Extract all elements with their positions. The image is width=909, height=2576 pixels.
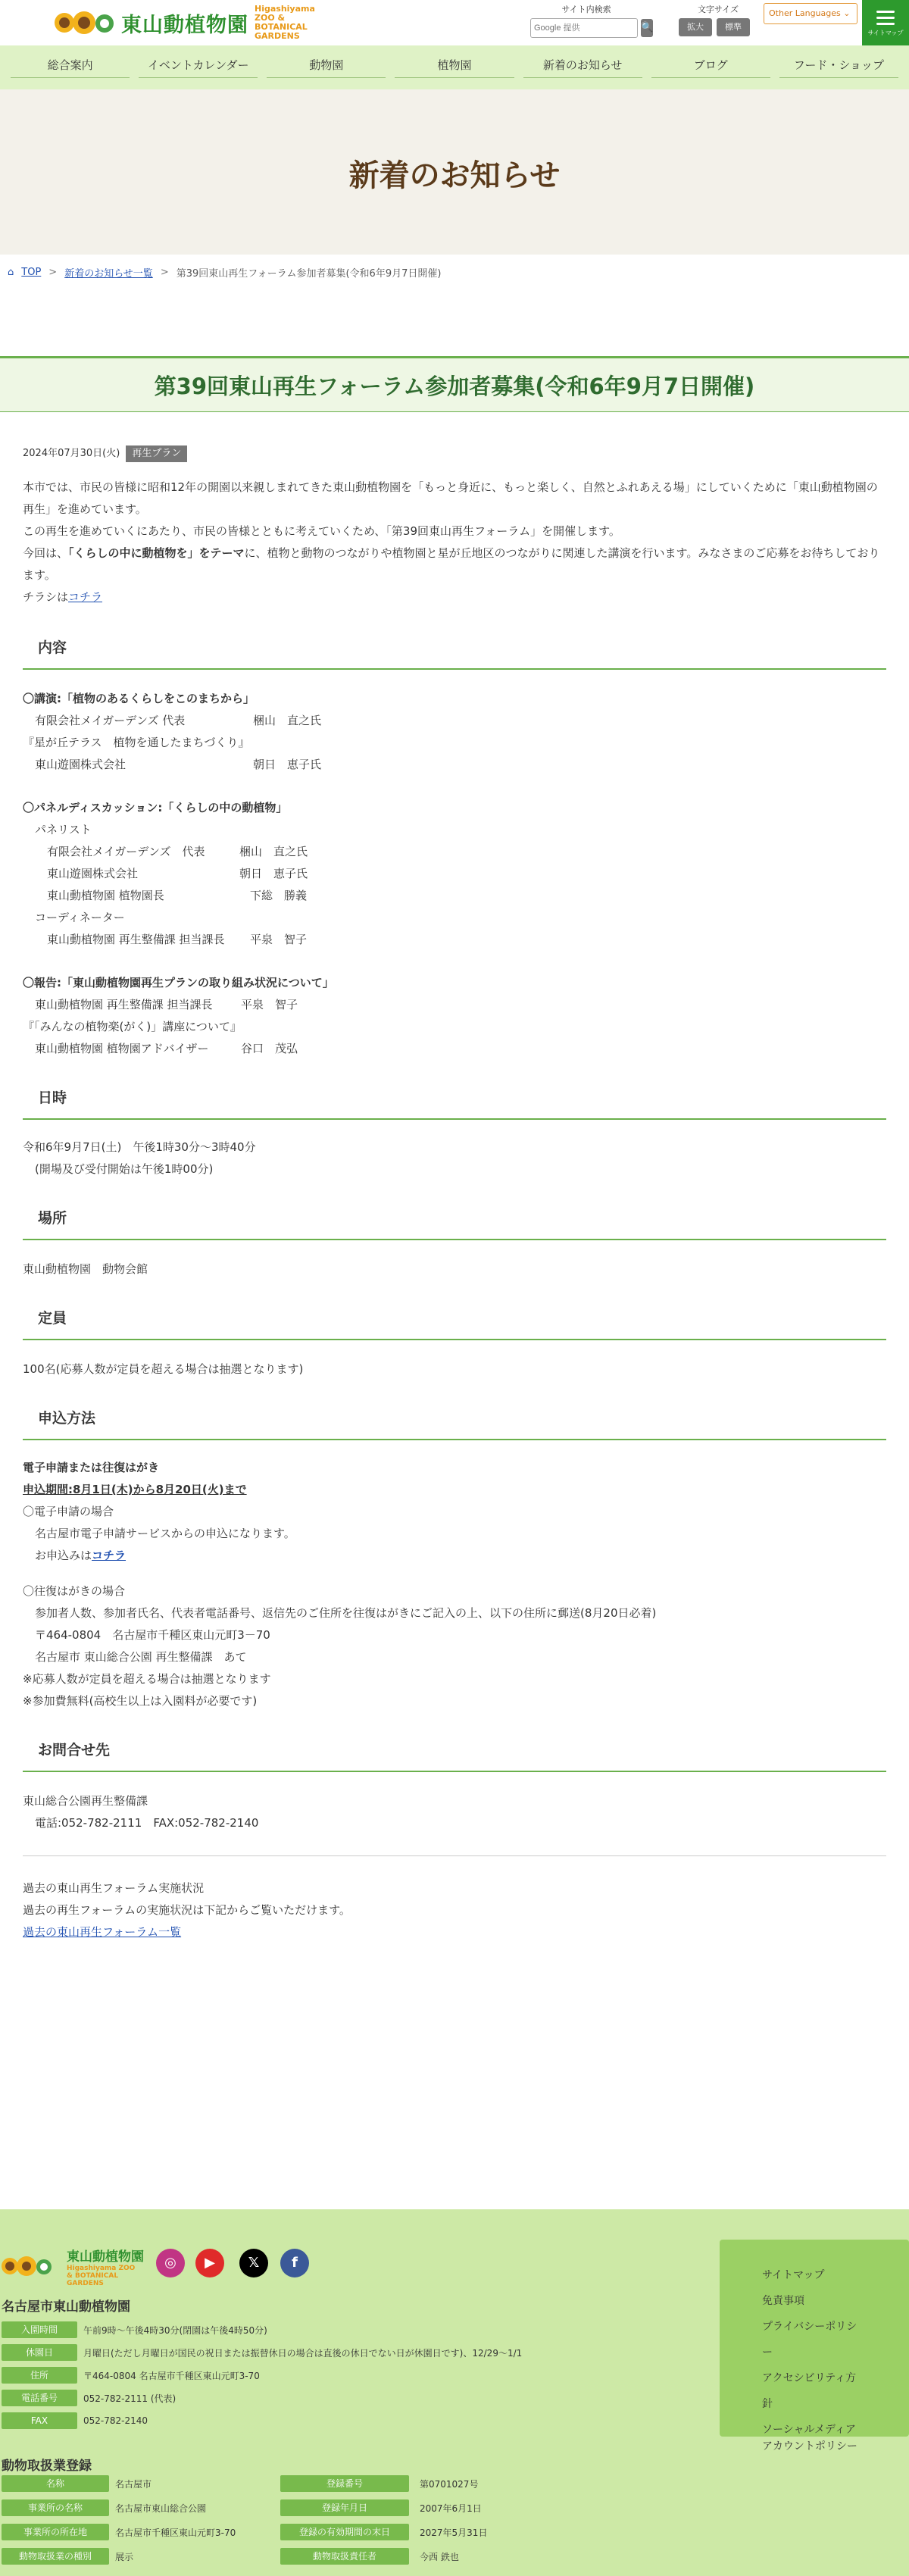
past-forum-link[interactable]: 過去の東山再生フォーラム一覧 bbox=[23, 1925, 182, 1939]
past-forum-text: 過去の再生フォーラムの実施状況は下記からご覧いただけます。 bbox=[23, 1903, 351, 1917]
reg-row bbox=[0, 2471, 909, 2496]
facebook-icon[interactable]: f bbox=[280, 2249, 309, 2277]
reg-value: 今西 鉄也 bbox=[420, 2551, 459, 2562]
nav-item-food-shop[interactable]: フード・ショップ bbox=[779, 57, 898, 78]
reg-value: 名古屋市千種区東山元町3-70 bbox=[115, 2527, 236, 2538]
info-value: 午前9時～午後4時30分(閉園は午後4時50分) bbox=[83, 2324, 267, 2336]
language-select[interactable] bbox=[764, 3, 857, 24]
contact-phone: 電話:052-782-2111 FAX:052-782-2140 bbox=[35, 1816, 259, 1830]
section-heading-capacity: 定員 bbox=[23, 1308, 886, 1340]
e-apply-title: 〇電子申請の場合 bbox=[23, 1505, 114, 1518]
logo-flower-icon bbox=[55, 8, 115, 37]
site-logo[interactable] bbox=[55, 4, 358, 41]
panelist-org: 有限会社メイガーデンズ 代表 bbox=[47, 845, 205, 858]
instagram-icon[interactable]: ◎ bbox=[156, 2249, 185, 2277]
reg-key: 名称 bbox=[2, 2475, 109, 2492]
past-forum-heading: 過去の東山再生フォーラム実施状況 bbox=[23, 1881, 205, 1895]
language-select-label: Other Languages bbox=[769, 8, 841, 18]
info-value: 月曜日(ただし月曜日が国民の祝日または振替休日の場合は直後の休日でない日が休園日です)、12/29～1/1 bbox=[83, 2347, 523, 2359]
section-heading-place: 場所 bbox=[23, 1208, 886, 1240]
search-input[interactable] bbox=[530, 18, 638, 38]
nav-item-blog[interactable]: ブログ bbox=[651, 57, 770, 78]
speaker-name: 梱山 直之氏 bbox=[253, 714, 322, 727]
breadcrumb-separator: > bbox=[48, 267, 58, 278]
reg-key: 登録年月日 bbox=[280, 2499, 409, 2516]
reg-row bbox=[0, 2520, 909, 2544]
coordinator-name: 平泉 智子 bbox=[250, 933, 308, 946]
search-button[interactable] bbox=[641, 19, 653, 37]
panelist-label: パネリスト bbox=[35, 823, 92, 836]
coordinator-org: 東山動植物園 再生整備課 担当課長 bbox=[47, 933, 225, 946]
logo-sub-text: Higashiyama ZOO & BOTANICAL GARDENS bbox=[255, 4, 315, 41]
footer-info-row bbox=[0, 2341, 682, 2364]
footer-logo[interactable] bbox=[2, 2246, 144, 2287]
article-tag-badge[interactable]: 再生プラン bbox=[126, 445, 187, 462]
speaker-org: 有限会社メイガーデンズ 代表 bbox=[35, 714, 186, 727]
breadcrumb-current: 第39回東山再生フォーラム参加者募集(令和6年9月7日開催) bbox=[176, 268, 442, 280]
contact-dept: 東山総合公園再生整備課 bbox=[23, 1794, 148, 1808]
info-value: 〒464-0804 名古屋市千種区東山元町3-70 bbox=[83, 2370, 260, 2381]
lecture-title: 〇講演:「植物のあるくらしをこのまちから」 bbox=[23, 692, 255, 705]
apply-heading: 電子申請または往復はがき bbox=[23, 1461, 160, 1474]
site-footer bbox=[0, 2209, 909, 2576]
panel-title: 〇パネルディスカッション:「くらしの中の動植物」 bbox=[23, 801, 288, 814]
page-title: 新着のお知らせ bbox=[348, 158, 561, 193]
apply-period: 申込期間:8月1日(木)から8月20日(火)まで bbox=[23, 1483, 247, 1496]
hamburger-icon bbox=[876, 11, 895, 25]
reporter-name: 谷口 茂弘 bbox=[241, 1042, 298, 1055]
intro-paragraph: 本市では、市民の皆様に昭和12年の開園以来親しまれてきた東山動植物園を「もっと身近に、もっと楽しく、自然とふれあえる場」にしていくために「東山動植物園の再生」を進めています。 bbox=[23, 480, 878, 516]
flyer-line bbox=[23, 586, 886, 608]
logo-text: 東山動植物園 bbox=[121, 13, 248, 37]
breadcrumb-top-link[interactable]: TOP bbox=[21, 267, 42, 278]
global-nav bbox=[0, 45, 909, 89]
footer-link-privacy[interactable]: プライバシーポリシー bbox=[762, 2321, 857, 2359]
footer-logo-sub: Higashiyama ZOO & BOTANICAL GARDENS bbox=[67, 2265, 136, 2287]
logo-flower-icon bbox=[2, 2250, 62, 2284]
footer-site-name: 名古屋市東山動植物園 bbox=[2, 2299, 130, 2315]
panelist-org: 東山動植物園 植物園長 bbox=[47, 889, 164, 902]
nav-item-garden[interactable]: 植物園 bbox=[395, 57, 514, 78]
capacity-text: 100名(応募人数が定員を超える場合は抽選となります) bbox=[23, 1362, 304, 1376]
info-value: 052-782-2111 (代表) bbox=[83, 2393, 176, 2404]
main-content bbox=[0, 356, 909, 412]
footer-info-row bbox=[0, 2387, 682, 2409]
section-heading-contact: お問合せ先 bbox=[23, 1740, 886, 1772]
footer-logo-text: 東山動植物園 bbox=[67, 2249, 144, 2265]
youtube-icon[interactable]: ▶ bbox=[195, 2249, 224, 2277]
menu-button[interactable] bbox=[862, 0, 909, 45]
panelist-org: 東山遊園株式会社 bbox=[47, 867, 139, 880]
footer-info-row bbox=[0, 2318, 682, 2341]
article-date: 2024年07月30日(火) bbox=[23, 448, 120, 459]
footer-link-disclaimer[interactable]: 免責事項 bbox=[762, 2295, 804, 2307]
datetime-note: (開場及び受付開始は午後1時00分) bbox=[35, 1162, 214, 1176]
e-apply-link[interactable]: コチラ bbox=[92, 1549, 127, 1562]
chevron-down-icon: ⌄ bbox=[843, 8, 851, 18]
footer-info-row bbox=[0, 2409, 682, 2432]
font-standard-button[interactable]: 標準 bbox=[717, 18, 750, 36]
info-key: 電話番号 bbox=[2, 2390, 77, 2406]
reg-value: 第0701027号 bbox=[420, 2478, 479, 2490]
nav-item-zoo[interactable]: 動物園 bbox=[267, 57, 386, 78]
e-apply-text: お申込みは bbox=[35, 1549, 92, 1562]
footer-link-accessibility[interactable]: アクセシビリティ方針 bbox=[762, 2372, 857, 2410]
reporter-name: 平泉 智子 bbox=[241, 998, 298, 1011]
breadcrumb-news-list-link[interactable]: 新着のお知らせ一覧 bbox=[64, 268, 153, 280]
reg-value: 2027年5月31日 bbox=[420, 2527, 488, 2538]
x-twitter-icon[interactable]: 𝕏 bbox=[239, 2249, 268, 2277]
reg-key: 登録の有効期間の末日 bbox=[280, 2524, 409, 2540]
info-value: 052-782-2140 bbox=[83, 2415, 148, 2426]
reg-row bbox=[0, 2496, 909, 2520]
site-search bbox=[530, 3, 654, 38]
postcard-address: 〒464-0804 名古屋市千種区東山元町3－70 bbox=[35, 1628, 270, 1642]
speaker-org: 東山遊園株式会社 bbox=[35, 758, 127, 771]
apply-note: ※参加費無料(高校生以上は入園料が必要です) bbox=[23, 1694, 258, 1708]
page-hero bbox=[0, 89, 909, 255]
footer-link-social-media[interactable] bbox=[762, 2421, 867, 2455]
font-enlarge-button[interactable]: 拡大 bbox=[679, 18, 712, 36]
place-text: 東山動植物園 動物会館 bbox=[23, 1262, 148, 1276]
reg-key: 事業所の名称 bbox=[2, 2499, 109, 2516]
footer-link-label: ソーシャルメディア bbox=[762, 2424, 856, 2436]
info-key: FAX bbox=[2, 2412, 77, 2429]
flyer-text: チラシは bbox=[23, 590, 69, 604]
flyer-link[interactable]: コチラ bbox=[68, 590, 103, 604]
intro-theme: 「くらしの中に動植物を」をテーマ bbox=[68, 546, 245, 560]
nav-item-events[interactable]: イベントカレンダー bbox=[139, 57, 258, 78]
nav-item-guide[interactable]: 総合案内 bbox=[11, 57, 130, 78]
coordinator-label: コーディネーター bbox=[35, 911, 125, 924]
footer-links bbox=[720, 2240, 909, 2453]
lecture-subtitle: 『星が丘テラス 植物を通したまちづくり』 bbox=[23, 736, 250, 749]
breadcrumb bbox=[8, 265, 441, 280]
home-icon: ⌂ bbox=[8, 267, 14, 278]
reg-value: 名古屋市 bbox=[115, 2478, 152, 2490]
intro-paragraph: この再生を進めていくにあたり、市民の皆様とともに考えていくため、「第39回東山再生フォーラム」を開催します。 bbox=[23, 524, 620, 538]
apply-note: ※応募人数が定員を超える場合は抽選となります bbox=[23, 1672, 271, 1686]
site-header bbox=[0, 0, 909, 45]
info-key: 入園時間 bbox=[2, 2321, 77, 2338]
report-title: 〇報告:「東山動植物園再生プランの取り組み状況について」 bbox=[23, 976, 334, 989]
intro-paragraph bbox=[23, 542, 886, 586]
nav-item-news[interactable]: 新着のお知らせ bbox=[523, 57, 642, 78]
info-key: 休園日 bbox=[2, 2344, 77, 2361]
panelist-name: 梱山 直之氏 bbox=[239, 845, 308, 858]
report-subtitle: 『「みんなの植物楽(がく)」講座について』 bbox=[23, 1020, 242, 1033]
footer-link-label: アカウントポリシー bbox=[762, 2440, 857, 2453]
speaker-name: 朝日 恵子氏 bbox=[253, 758, 322, 771]
section-heading-content: 内容 bbox=[23, 637, 886, 670]
reg-key: 動物取扱責任者 bbox=[280, 2548, 409, 2565]
postcard-title: 〇往復はがきの場合 bbox=[23, 1584, 126, 1598]
panelist-name: 下総 勝義 bbox=[250, 889, 308, 902]
animal-business-reg-title: 動物取扱業登録 bbox=[2, 2459, 92, 2474]
section-heading-datetime: 日時 bbox=[23, 1087, 886, 1120]
breadcrumb-separator: > bbox=[160, 267, 169, 278]
panelist-name: 朝日 恵子氏 bbox=[239, 867, 308, 880]
font-size-caption: 文字サイズ bbox=[697, 5, 739, 14]
reg-key: 動物取扱業の種別 bbox=[2, 2548, 109, 2565]
intro-text: 今回は、 bbox=[23, 546, 69, 560]
footer-link-sitemap[interactable]: サイトマップ bbox=[762, 2269, 825, 2281]
font-size-control bbox=[679, 3, 758, 36]
reg-value: 名古屋市東山総合公園 bbox=[115, 2503, 207, 2514]
reg-row bbox=[0, 2544, 909, 2568]
menu-label: サイトマップ bbox=[867, 30, 904, 36]
reg-value: 展示 bbox=[115, 2551, 134, 2562]
animal-business-reg-table bbox=[0, 2471, 909, 2568]
info-key: 住所 bbox=[2, 2367, 77, 2384]
postcard-recipient: 名古屋市 東山総合公園 再生整備課 あて bbox=[35, 1650, 247, 1664]
postcard-line: 参加者人数、参加者氏名、代表者電話番号、返信先のご住所を往復はがきにご記入の上、以下の住所に郵送(8月20日必着) bbox=[35, 1606, 657, 1620]
intro-text: に、植物と動物のつながりや植物園と星が丘地区のつながりに関連した講演を行います。みなさまのご応募をお待ちしております。 bbox=[23, 546, 880, 582]
divider bbox=[23, 1855, 886, 1856]
footer-info-row bbox=[0, 2364, 682, 2387]
search-icon: 🔍 bbox=[641, 22, 654, 33]
article-title: 第39回東山再生フォーラム参加者募集(令和6年9月7日開催) bbox=[0, 356, 909, 412]
reg-key: 事業所の所在地 bbox=[2, 2524, 109, 2540]
search-caption: サイト内検索 bbox=[561, 5, 611, 14]
datetime-text: 令和6年9月7日(土) 午後1時30分～3時40分 bbox=[23, 1140, 256, 1154]
section-heading-apply: 申込方法 bbox=[23, 1408, 886, 1440]
e-apply-line: 名古屋市電子申請サービスからの申込になります。 bbox=[35, 1527, 295, 1540]
reg-value: 2007年6月1日 bbox=[420, 2503, 482, 2514]
reporter-org: 東山動植物園 植物園アドバイザー bbox=[35, 1042, 209, 1055]
reporter-org: 東山動植物園 再生整備課 担当課長 bbox=[35, 998, 213, 1011]
footer-info-table bbox=[0, 2318, 682, 2432]
reg-key: 登録番号 bbox=[280, 2475, 409, 2492]
article-body bbox=[23, 442, 886, 1943]
